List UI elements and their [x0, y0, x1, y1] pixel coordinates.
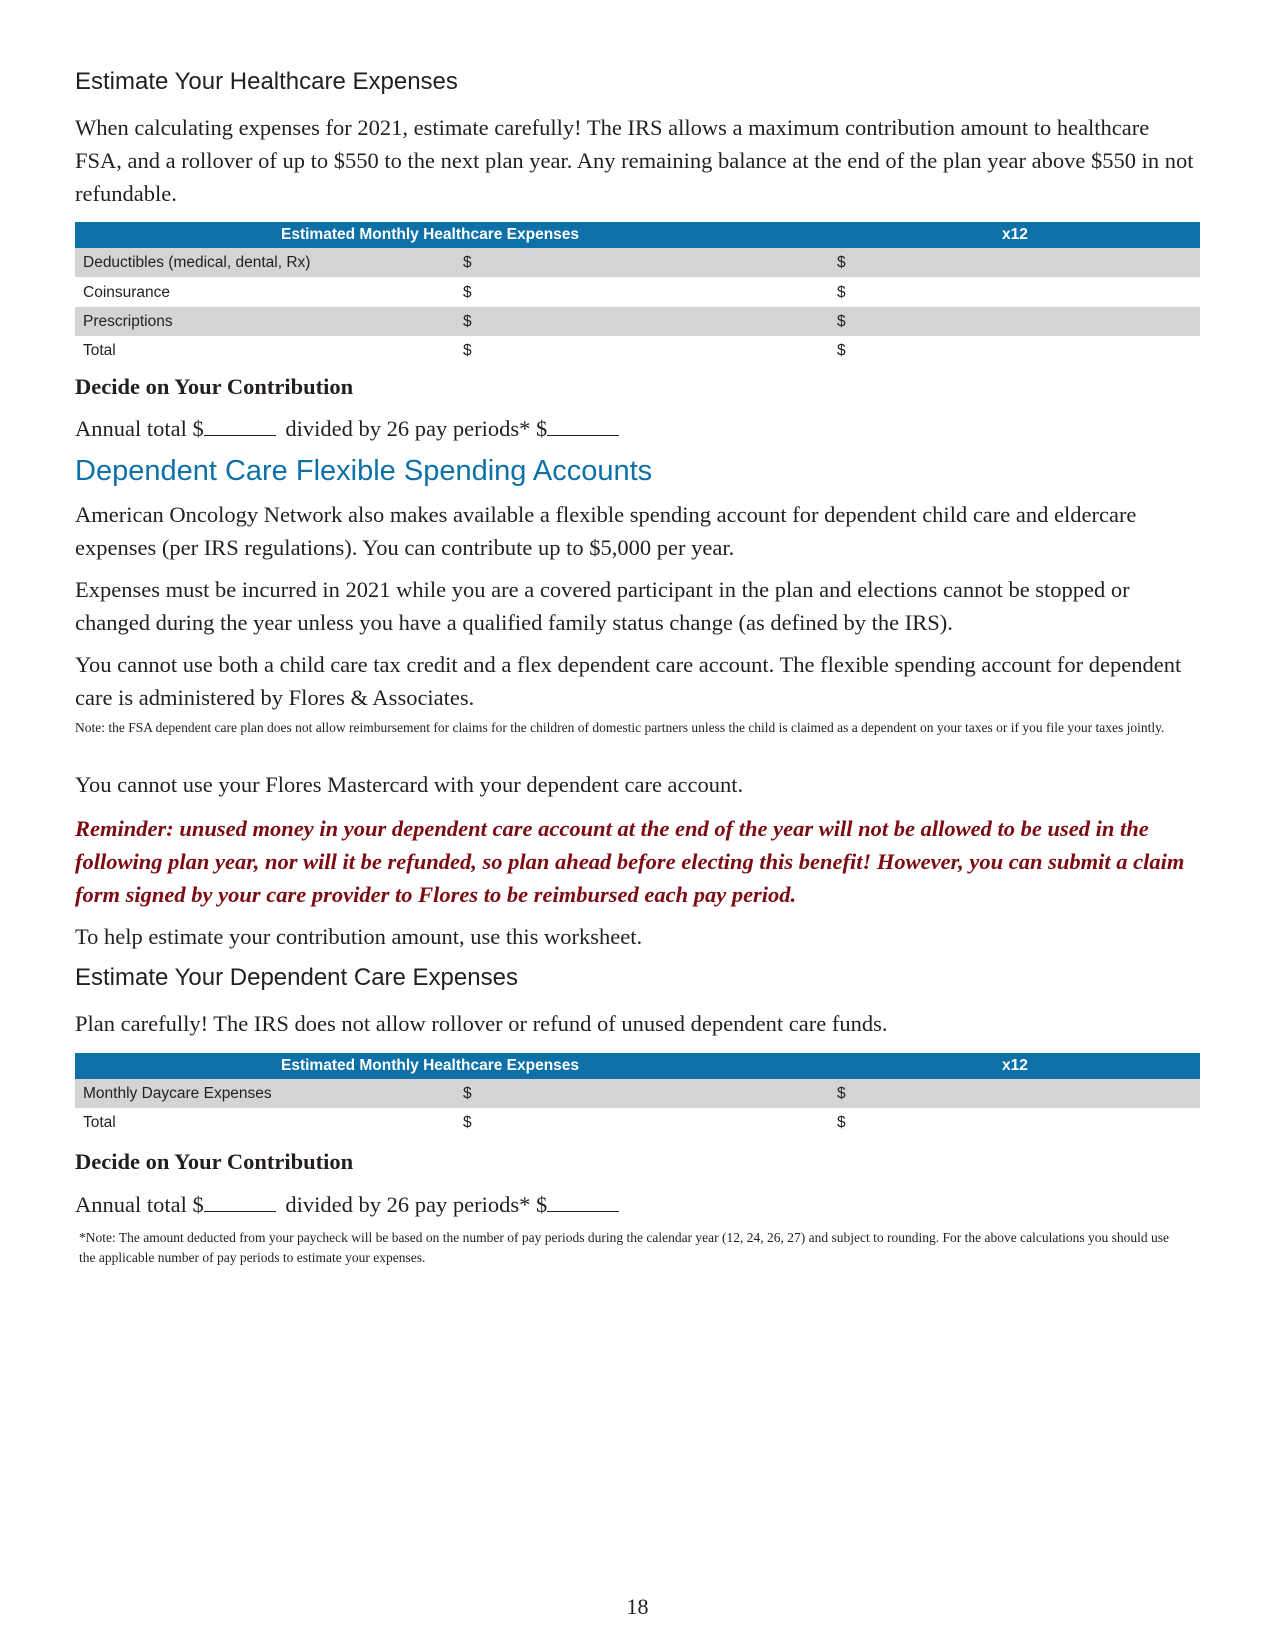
- table-row: [75, 1079, 1200, 1108]
- row-label: Deductibles (medical, dental, Rx): [75, 248, 463, 278]
- row-monthly-field[interactable]: $: [463, 283, 472, 301]
- pay-period-footnote: *Note: The amount deducted from your paycheck will be based on the number of pay periods during the calendar year (12, 24, 26, 27) and subject to rounding. For the above calculations you should use the applicable number of pay periods to estimate your expenses.: [79, 1230, 1169, 1265]
- table-row: [75, 248, 1200, 278]
- row-annual-field[interactable]: $: [837, 1079, 1200, 1108]
- dependent-para-1: American Oncology Network also makes available a flexible spending account for dependent child care and eldercare expenses (per IRS regulations). You can contribute up to $5,000 per year.: [75, 502, 1137, 560]
- annual-total-label: Annual total $: [75, 416, 204, 441]
- annual-total-blank[interactable]: [204, 1191, 276, 1212]
- healthcare-contribution-line: [75, 412, 1200, 445]
- table-row: [75, 336, 1200, 365]
- table-header-label: Estimated Monthly Healthcare Expenses: [75, 222, 837, 248]
- dependent-para-4: You cannot use your Flores Mastercard with your dependent care account.: [75, 772, 744, 797]
- plan-carefully-text: Plan carefully! The IRS does not allow rollover or refund of unused dependent care funds.: [75, 1011, 888, 1036]
- divided-label: divided by 26 pay periods* $: [285, 416, 548, 441]
- row-label: Total: [83, 341, 116, 359]
- table-header-x12: x12: [837, 1053, 1200, 1079]
- annual-total-label: Annual total $: [75, 1192, 204, 1217]
- healthcare-heading: Estimate Your Healthcare Expenses: [75, 68, 458, 95]
- row-monthly-field[interactable]: $: [463, 341, 472, 359]
- table-row: [75, 1108, 1200, 1137]
- table-header-x12: x12: [837, 222, 1200, 248]
- row-annual-field[interactable]: $: [837, 341, 846, 359]
- worksheet-text: To help estimate your contribution amount, use this worksheet.: [75, 924, 643, 949]
- row-label: Coinsurance: [83, 283, 171, 301]
- per-period-blank[interactable]: [547, 1191, 619, 1212]
- divided-label: divided by 26 pay periods* $: [285, 1192, 548, 1217]
- table-row: [75, 278, 1200, 308]
- table-header-label: Estimated Monthly Healthcare Expenses: [75, 1053, 837, 1079]
- row-label: Monthly Daycare Expenses: [75, 1079, 463, 1108]
- dependent-para-3: You cannot use both a child care tax credit and a flex dependent care account. The flexible spending account for dependent care is administered by Flores & Associates.: [75, 652, 1182, 710]
- row-annual-field[interactable]: $: [837, 248, 1200, 278]
- row-label: Total: [83, 1113, 116, 1131]
- annual-total-blank[interactable]: [204, 415, 276, 436]
- healthcare-worksheet-table: [75, 222, 1200, 365]
- dependent-decide-heading: Decide on Your Contribution: [75, 1149, 354, 1174]
- table-header: [75, 1053, 1200, 1079]
- dependent-para-2: Expenses must be incurred in 2021 while you are a covered participant in the plan and elections cannot be stopped or changed during the year unless you have a qualified family status change (as defined by the IRS).: [75, 577, 1130, 635]
- per-period-blank[interactable]: [547, 415, 619, 436]
- row-annual-field[interactable]: $: [837, 283, 846, 301]
- table-row: [75, 307, 1200, 336]
- page-number: 18: [626, 1594, 649, 1619]
- row-monthly-field[interactable]: $: [463, 307, 837, 336]
- row-monthly-field[interactable]: $: [463, 248, 837, 278]
- row-monthly-field[interactable]: $: [463, 1079, 837, 1108]
- row-annual-field[interactable]: $: [837, 307, 1200, 336]
- dependent-worksheet-table: [75, 1053, 1200, 1137]
- row-monthly-field[interactable]: $: [463, 1113, 472, 1131]
- healthcare-decide-heading: Decide on Your Contribution: [75, 374, 354, 399]
- dependent-estimate-heading: Estimate Your Dependent Care Expenses: [75, 964, 518, 991]
- row-annual-field[interactable]: $: [837, 1113, 846, 1131]
- row-label: Prescriptions: [75, 307, 463, 336]
- dependent-note: Note: the FSA dependent care plan does not allow reimbursement for claims for the children of domestic partners unless the child is claimed as a dependent on your taxes or if you file your taxes jointly.: [75, 720, 1165, 735]
- dependent-care-heading: Dependent Care Flexible Spending Accounts: [75, 455, 653, 487]
- reminder-text: Reminder: unused money in your dependent care account at the end of the year will not be allowed to be used in the following plan year, nor will it be refunded, so plan ahead before electing this benefit! However, you can submit a claim form signed by your care provider to Flores to be reimbursed each pay period.: [75, 816, 1185, 907]
- table-header: [75, 222, 1200, 248]
- dependent-contribution-line: [75, 1188, 1200, 1221]
- healthcare-intro: When calculating expenses for 2021, estimate carefully! The IRS allows a maximum contribution amount to healthcare FSA, and a rollover of up to $550 to the next plan year. Any remaining balance at the end of the plan year above $550 in not refundable.: [75, 115, 1194, 206]
